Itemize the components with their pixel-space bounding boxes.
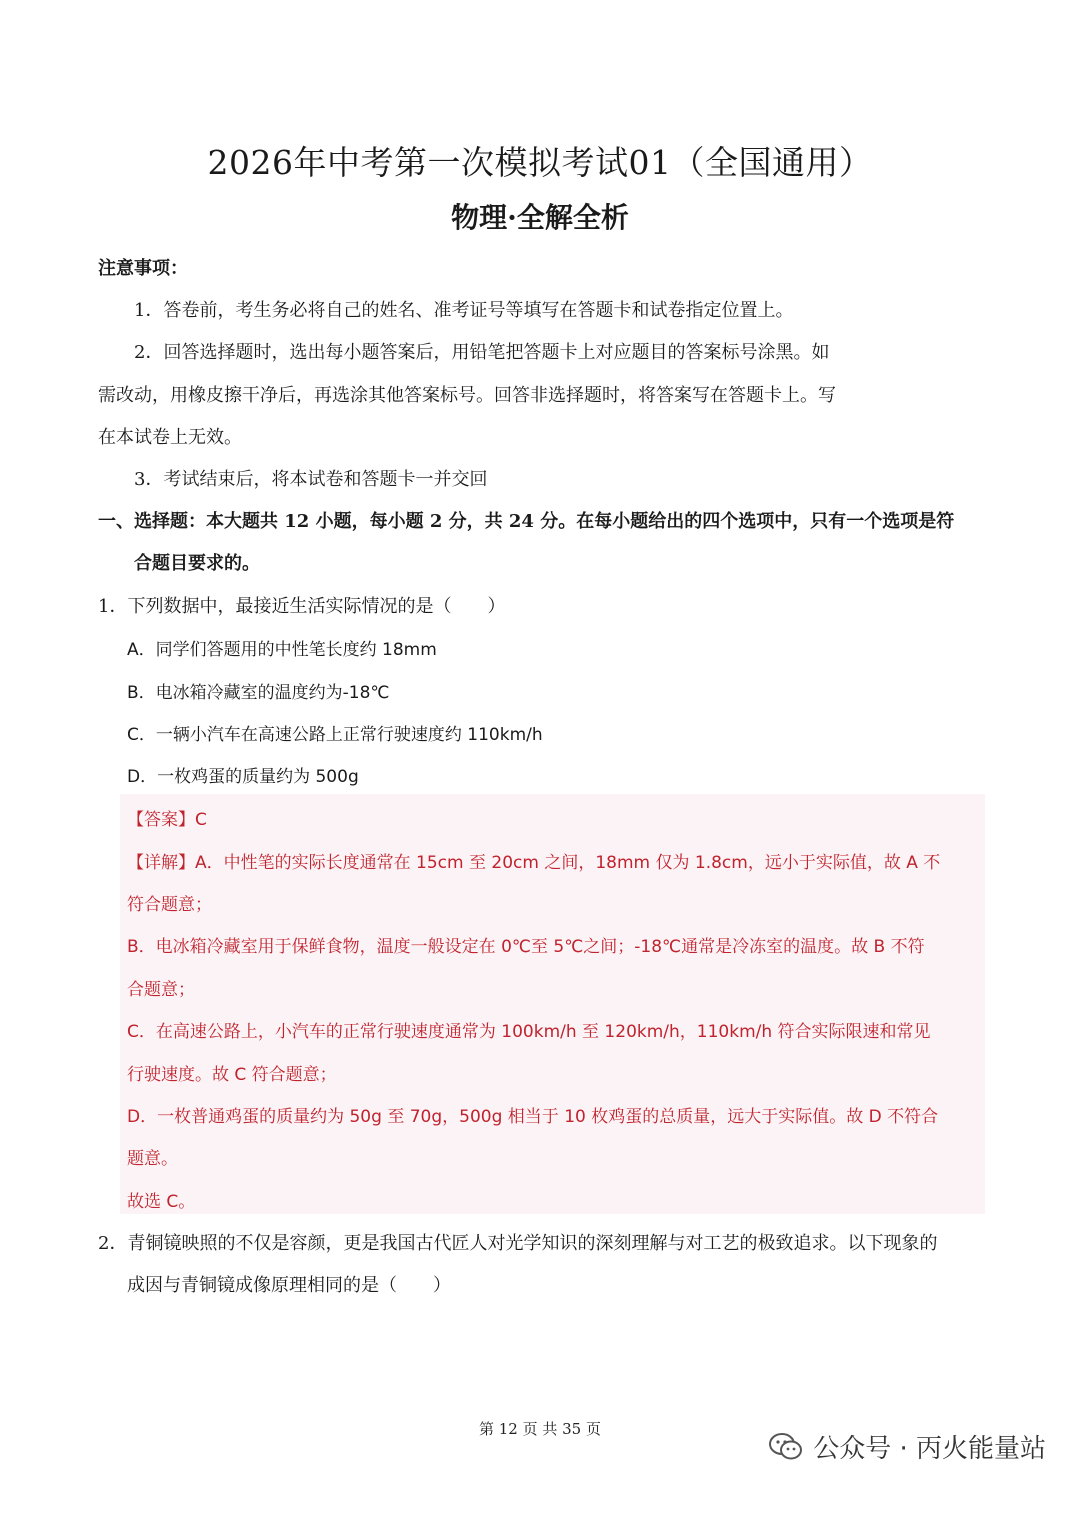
- detail-line-8: 题意。: [127, 1149, 178, 1169]
- detail-line-2: 符合题意；: [127, 895, 212, 915]
- question-1-stem: 1．下列数据中，最接近生活实际情况的是（ ）: [98, 596, 506, 617]
- detail-line-5: C．在高速公路上，小汽车的正常行驶速度通常为 100km/h 至 120km/h，110km/h 符合实际限速和常见: [127, 1022, 931, 1042]
- detail-line-6: 行驶速度。故 C 符合题意；: [127, 1065, 337, 1085]
- question-1-option-a: A．同学们答题用的中性笔长度约 18mm: [127, 640, 437, 660]
- notice-item-2-line-3: 在本试卷上无效。: [98, 427, 242, 448]
- detail-line-7: D．一枚普通鸡蛋的质量约为 50g 至 70g，500g 相当于 10 枚鸡蛋的总质量，远大于实际值。故 D 不符合: [127, 1107, 939, 1127]
- question-1-option-d: D．一枚鸡蛋的质量约为 500g: [127, 767, 359, 787]
- watermark: [769, 1428, 1046, 1465]
- wechat-icon: [769, 1432, 803, 1462]
- detail-line-3: B．电冰箱冷藏室用于保鲜食物，温度一般设定在 0℃至 5℃之间；-18℃通常是冷冻室的温度。故 B 不符: [127, 937, 925, 957]
- document-title: 2026年中考第一次模拟考试01（全国通用）: [207, 143, 873, 182]
- question-2-stem-line-1: 2．青铜镜映照的不仅是容颜，更是我国古代匠人对光学知识的深刻理解与对工艺的极致追求。以下现象的: [98, 1233, 938, 1254]
- section-heading-line-1: 一、选择题：本大题共 12 小题，每小题 2 分，共 24 分。在每小题给出的四个选项中，只有一个选项是符: [98, 511, 955, 532]
- notice-item-1: 1．答卷前，考生务必将自己的姓名、准考证号等填写在答题卡和试卷指定位置上。: [134, 300, 794, 321]
- document-subtitle: 物理·全解全析: [451, 201, 629, 234]
- watermark-text: 公众号 · 丙火能量站: [813, 1434, 1046, 1464]
- detail-line-9: 故选 C。: [127, 1192, 196, 1212]
- page-footer: 第 12 页 共 35 页: [478, 1420, 601, 1438]
- question-1-option-b: B．电冰箱冷藏室的温度约为-18℃: [127, 683, 390, 703]
- notice-heading: 注意事项：: [98, 258, 188, 279]
- question-1-option-c: C．一辆小汽车在高速公路上正常行驶速度约 110km/h: [127, 725, 543, 745]
- detail-line-1: 【详解】A．中性笔的实际长度通常在 15cm 至 20cm 之间，18mm 仅为 1.8cm，远小于实际值，故 A 不: [127, 853, 941, 873]
- answer-label: 【答案】C: [127, 810, 207, 830]
- notice-item-2-line-2: 需改动，用橡皮擦干净后，再选涂其他答案标号。回答非选择题时，将答案写在答题卡上。写: [98, 385, 836, 406]
- question-2-stem-line-2: 成因与青铜镜成像原理相同的是（ ）: [127, 1275, 451, 1296]
- detail-line-4: 合题意；: [127, 980, 195, 1000]
- section-heading-line-2: 合题目要求的。: [134, 553, 260, 574]
- notice-item-2-line-1: 2．回答选择题时，选出每小题答案后，用铅笔把答题卡上对应题目的答案标号涂黑。如: [134, 342, 830, 363]
- notice-item-3: 3．考试结束后，将本试卷和答题卡一并交回: [134, 469, 488, 490]
